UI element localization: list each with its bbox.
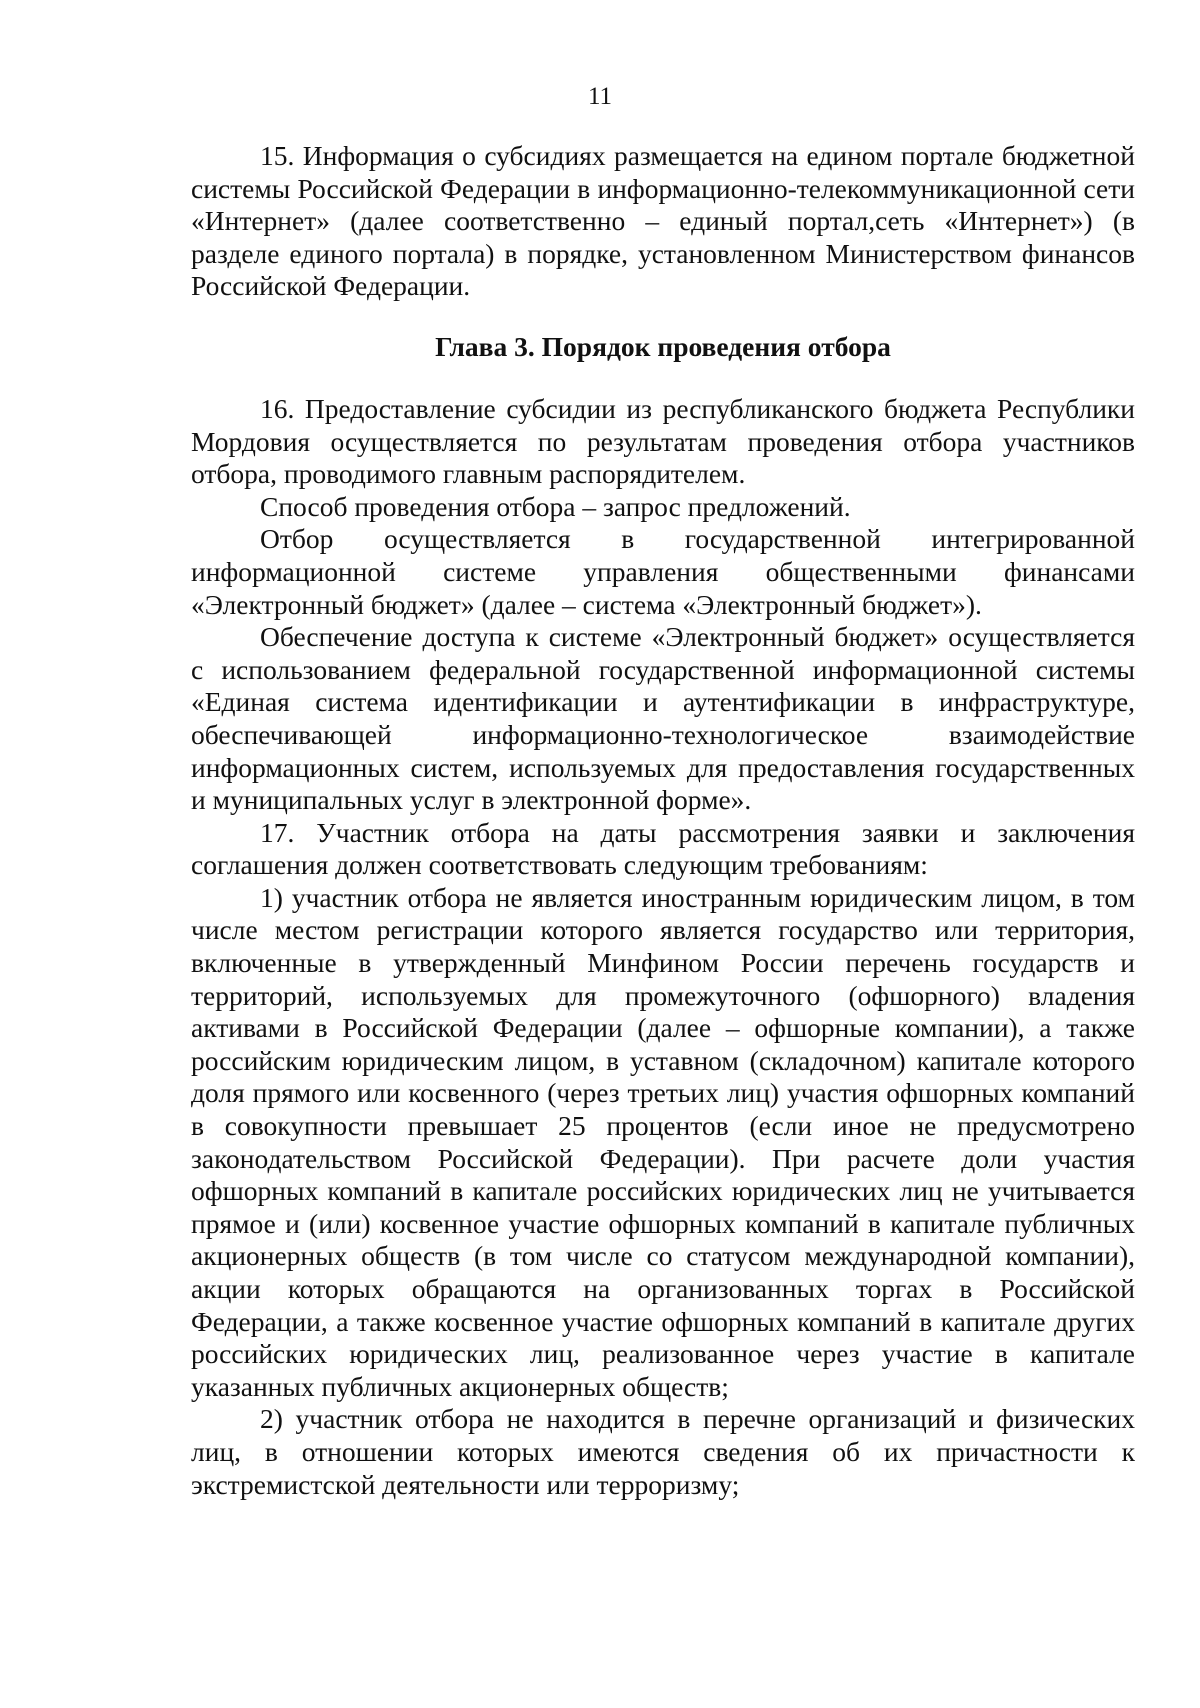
paragraph-selection-method: Способ проведения отбора – запрос предложений. <box>260 490 851 522</box>
paragraph-15: 15. Информация о субсидиях размещается на едином портале бюджетной системы Российской Федерации в информационно-телекоммуникационной сети «Интернет» (далее соответственно – единый портал,сеть «Интернет») (в разделе единого портала) в порядке, установленном Министерством финансов Российской Федерации. <box>191 140 1135 302</box>
document-body <box>191 140 1135 1501</box>
paragraph-requirement-1: 1) участник отбора не является иностранным юридическим лицом, в том числе местом регистрации которого является государство или территория, включенные в утвержденный Минфином России перечень государств и территорий, используемых для промежуточного (офшорного) владения активами в Российской Федерации (далее – офшорные компании), а также российским юридическим лицом, в уставном (складочном) капитале которого доля прямого или косвенного (через третьих лиц) участия офшорных компаний в совокупности превышает 25 процентов (если иное не предусмотрено законодательством Российской Федерации). При расчете доли участия офшорных компаний в капитале российских юридических лиц не учитывается прямое и (или) косвенное участие офшорных компаний в капитале публичных акционерных обществ (в том числе со статусом международной компании), акции которых обращаются на организованных торгах в Российской Федерации, а также косвенное участие офшорных компаний в капитале других российских юридических лиц, реализованное через участие в капитале указанных публичных акционерных обществ; <box>191 881 1135 1402</box>
paragraph-requirement-2: 2) участник отбора не находится в перечне организаций и физических лиц, в отношении которых имеются сведения об их причастности к экстремистской деятельности или терроризму; <box>191 1403 1135 1500</box>
page-number: 11 <box>587 83 613 110</box>
paragraph-17: 17. Участник отбора на даты рассмотрения заявки и заключения соглашения должен соответствовать следующим требованиям: <box>191 816 1135 881</box>
paragraph-selection-system: Отбор осуществляется в государственной интегрированной информационной системе управления общественными финансами «Электронный бюджет» (далее – система «Электронный бюджет»). <box>191 523 1135 620</box>
paragraph-16: 16. Предоставление субсидии из республиканского бюджета Республики Мордовия осуществляется по результатам проведения отбора участников отбора, проводимого главным распорядителем. <box>191 392 1135 490</box>
chapter-heading: Глава 3. Порядок проведения отбора <box>435 330 891 362</box>
paragraph-system-access: Обеспечение доступа к системе «Электронный бюджет» осуществляется с использованием федеральной государственной информационной системы «Единая система идентификации и аутентификации в инфраструктуре, обеспечивающей информационно-технологическое взаимодействие информационных систем, используемых для предоставления государственных и муниципальных услуг в электронной форме». <box>191 621 1135 816</box>
